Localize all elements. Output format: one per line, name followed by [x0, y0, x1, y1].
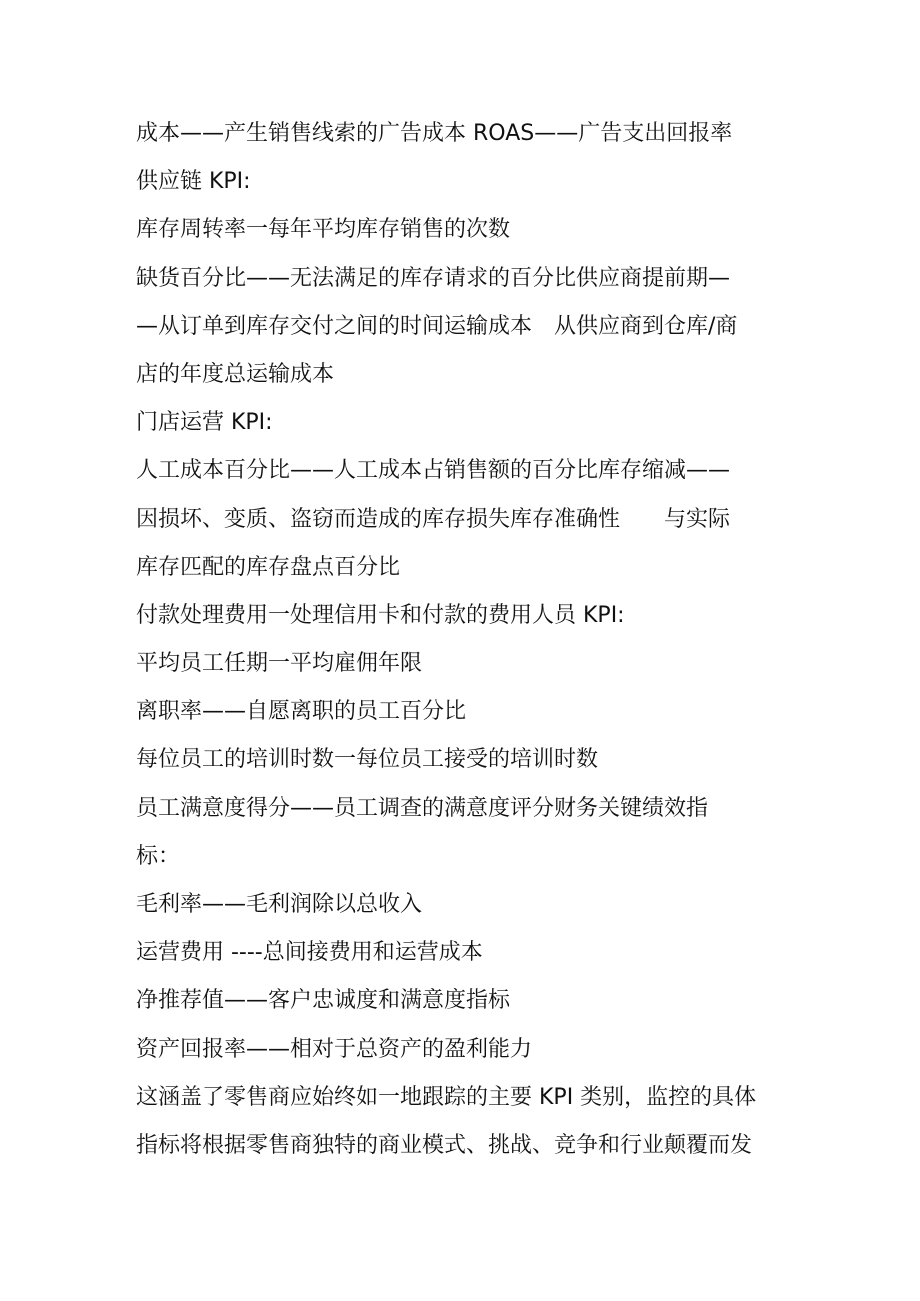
- text-line: 净推荐值——客户忠诚度和满意度指标: [136, 988, 511, 1014]
- text-line: 付款处理费用一处理信用卡和付款的费用人员 KPI:: [136, 602, 625, 628]
- text-line: —从订单到库存交付之间的时间运输成本 从供应商到仓库/商: [136, 313, 738, 339]
- text-line: 库存周转率一每年平均库存销售的次数: [136, 217, 511, 243]
- text-line: 人工成本百分比——人工成本占销售额的百分比库存缩减——: [136, 458, 731, 484]
- text-line: 库存匹配的库存盘点百分比: [136, 554, 401, 580]
- text-line: 因损坏、变质、盗窃而造成的库存损失库存准确性 与实际: [136, 506, 731, 532]
- text-line: 资产回报率——相对于总资产的盈利能力: [136, 1036, 533, 1062]
- text-line: 员工满意度得分——员工调查的满意度评分财务关键绩效指: [136, 795, 709, 821]
- text-line: 这涵盖了零售商应始终如一地跟踪的主要 KPI 类别，监控的具体: [136, 1084, 757, 1110]
- text-line: 店的年度总运输成本: [136, 361, 335, 387]
- section-heading-store-ops: 门店运营 KPI:: [136, 410, 273, 436]
- document-body: [136, 110, 796, 1170]
- text-line: 平均员工任期一平均雇佣年限: [136, 651, 423, 677]
- text-line: 缺货百分比——无法满足的库存请求的百分比供应商提前期—: [136, 265, 731, 291]
- text-line: 运营费用 ----总间接费用和运营成本: [136, 940, 483, 966]
- text-line: 成本——产生销售线索的广告成本 ROAS——广告支出回报率: [136, 121, 733, 146]
- text-line: 毛利率——毛利润除以总收入: [136, 892, 423, 917]
- text-line: 标：: [136, 843, 181, 869]
- text-line: 每位员工的培训时数一每位员工接受的培训时数: [136, 747, 599, 773]
- text-line: 指标将根据零售商独特的商业模式、挑战、竞争和行业颠覆而发: [136, 1132, 753, 1158]
- text-line: 离职率——自愿离职的员工百分比: [136, 699, 467, 725]
- section-heading-supply-chain: 供应链 KPI:: [136, 169, 251, 195]
